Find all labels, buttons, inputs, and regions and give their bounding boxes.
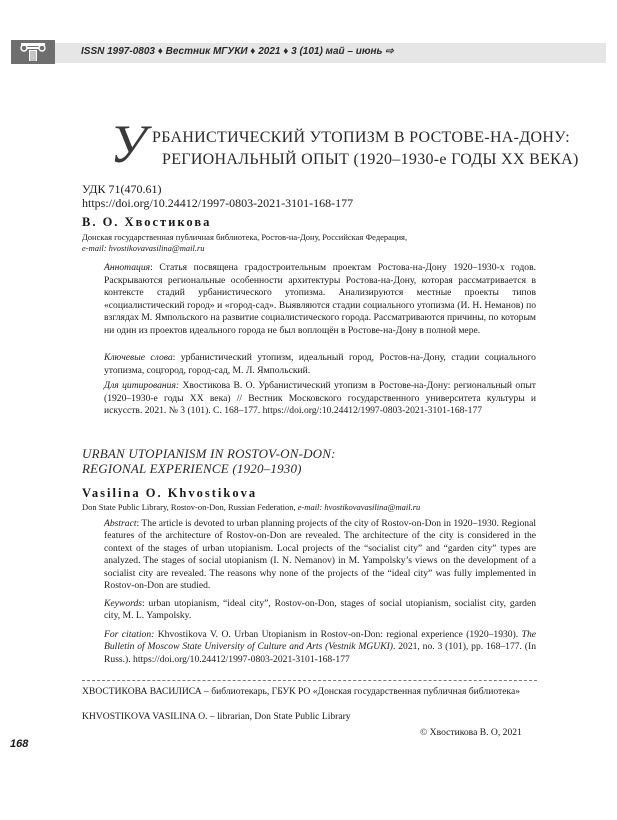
email-label: e-mail: (82, 243, 107, 253)
author-name-en: Vasilina O. Khvostikova (82, 486, 258, 500)
title-initial-letter: У (110, 114, 147, 174)
affiliation-text-en: Don State Public Library, Rostov-on-Don, Russian Federation, (82, 502, 298, 512)
udk-code: УДК 71(470.61) (82, 182, 162, 196)
keywords-label-en: Keywords (104, 598, 143, 609)
doi-link[interactable]: https://doi.org/10.24412/1997-0803-2021-3101-168-177 (82, 196, 354, 210)
citation-text-en-1: Khvostikova V. O. Urban Utopianism in Rostov-on-Don: regional experience (1920–1930). (154, 629, 522, 640)
keywords-en (104, 598, 536, 623)
author-affiliation-ru (82, 232, 552, 254)
title-en-line-1: URBAN UTOPIANISM IN ROSTOV-ON-DON: (82, 446, 336, 461)
copyright: © Хвостикова В. О, 2021 (420, 727, 522, 738)
column-capital-icon (19, 42, 47, 62)
citation-label-en: For citation: (104, 629, 155, 640)
author-note-en: KHVOSTIKOVA VASILINA O. – librarian, Don State Public Library (82, 711, 351, 722)
author-name-ru: В. О. Хвостикова (82, 215, 212, 229)
keywords-ru (104, 352, 536, 377)
title-line-2: РЕГИОНАЛЬНЫЙ ОПЫТ (1920–1930-е ГОДЫ XX ВЕКА) (162, 151, 579, 168)
header-bar (55, 43, 606, 63)
abstract-text-en: : The article is devoted to urban planning projects of the city of Rostov-on-Don in 1920–1930. Regional features of the architecture of Rostov-on-Don are revealed. The architecture of the city is considered in the context of the stages of urban utopianism. Local projects of the “socialist city” and “garden city” types are analyzed. The stages of social utopianism (I. N. Nemanov) in M. Yampolsky’s views on the development of a socialist city are revealed. The reasons why none of the projects of the “ideal city” was fully implemented in Rostov-on-Don are studied. (104, 518, 536, 592)
journal-header (11, 40, 606, 64)
abstract-label-ru: Аннотация (104, 262, 151, 273)
author-email-en[interactable]: hvostikovavasilina@mail.ru (324, 502, 421, 512)
citation-en (104, 629, 536, 666)
abstract-en (104, 518, 536, 592)
affiliation-text: Донская государственная публичная библиотека, Ростов-на-Дону, Российская Федерация, (82, 232, 408, 242)
citation-text-ru: Хвостикова В. О. Урбанистический утопизм в Ростове-на-Дону: региональный опыт (1920–1930-е годы XX века) // Вестник Московского государственного университета культуры и искусств. 2021. № 3 (101). С. 168–177. https://doi.org/:10.24412/1997-0803-2021-3101-168-177 (104, 380, 536, 417)
keywords-text-ru: : урбанистический утопизм, идеальный город, Ростов-на-Дону, стадии социального утопизма, соцгород, город-сад, М. Л. Ямпольский. (104, 352, 536, 376)
abstract-text-ru: : Статья посвящена градостроительным проектам Ростова-на-Дону 1920–1930-х годов. Раскрываются региональные особенности архитектуры Ростова-на-Дону, которая рассматривается в контексте стадий урбанистического утопизма. Анализируются местные проекты типов «социалистический город» и «город-сад». Выявляются стадии социального утопизма (И. Н. Неманов) по взглядах М. Ямпольского на развитие социалистического города. Рассматриваются причины, по которым ни один из проектов идеального города не был воплощён в Ростове-на-Дону в полной мере. (104, 262, 536, 336)
journal-line: ISSN 1997-0803 ♦ Вестник МГУКИ ♦ 2021 ♦ 3 (101) май – июнь ⇨ (81, 46, 394, 57)
keywords-text-en: : urban utopianism, “ideal city”, Rostov-on-Don, stages of social utopianism, socialist city, garden city, M. L. Yampolsky. (104, 598, 536, 622)
author-email-ru[interactable]: hvostikovavasilina@mail.ru (108, 243, 205, 253)
author-affiliation-en (82, 502, 420, 513)
citation-label-ru: Для цитирования: (104, 380, 180, 391)
footnote-divider (82, 680, 537, 681)
keywords-label-ru: Ключевые слова (104, 352, 173, 363)
title-line-1: РБАНИСТИЧЕСКИЙ УТОПИЗМ В РОСТОВЕ-НА-ДОНУ: (152, 129, 570, 146)
author-note-ru: ХВОСТИКОВА ВАСИЛИСА – библиотекарь, ГБУК РО «Донская государственная публичная библиотека» (82, 686, 521, 697)
abstract-label-en: Abstract (104, 518, 137, 529)
citation-ru (104, 380, 536, 418)
title-en (82, 446, 542, 476)
title-en-line-2: REGIONAL EXPERIENCE (1920–1930) (82, 461, 302, 476)
page-number: 168 (10, 738, 29, 750)
abstract-ru (104, 262, 536, 338)
citation-text-en-2: . 2021, no. 3 (101), pp. 168–177. (In Russ.). https://doi.org/10.24412/1997-0803-2021-3101-168-177 (104, 641, 536, 665)
email-label-en: e-mail: (297, 502, 323, 512)
citation-journal-en: The Bulletin of Moscow State University of Culture and Arts (Vestnik MGUKI) (104, 629, 536, 653)
journal-logo (11, 40, 55, 64)
